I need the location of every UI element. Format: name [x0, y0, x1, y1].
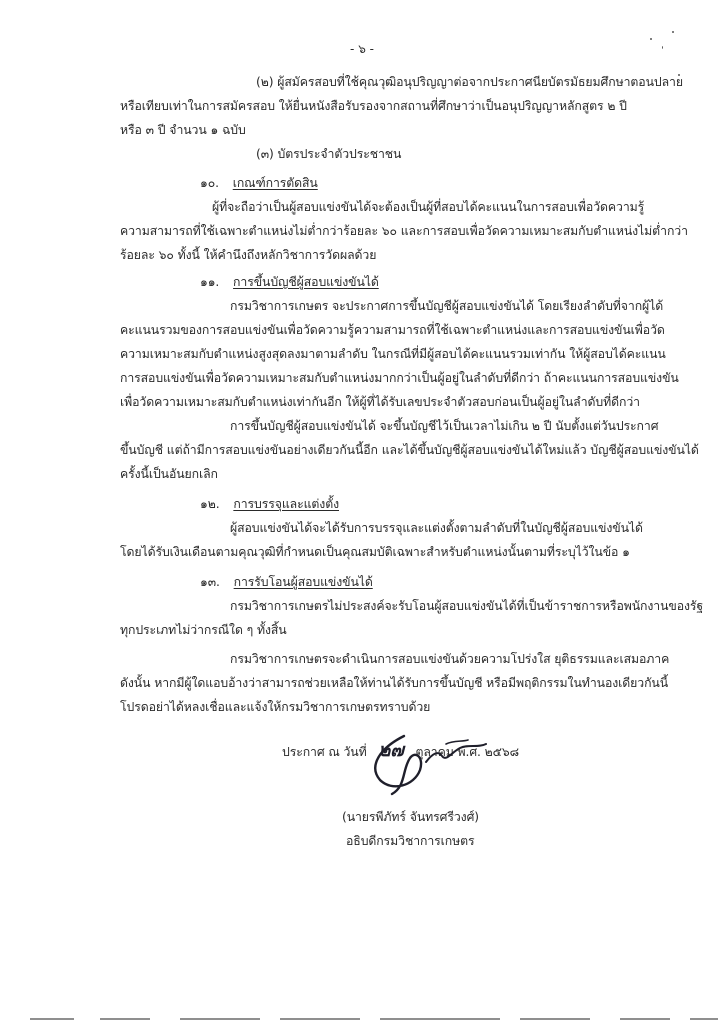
section-title: การบรรจุและแต่งตั้ง	[233, 497, 339, 511]
paragraph-line: ทุกประเภทไม่ว่ากรณีใด ๆ ทั้งสิ้น	[120, 623, 287, 637]
paragraph-line: ความเหมาะสมกับตำแหน่งสูงสุดลงมาตามลำดับ ในกรณีที่มีผู้สอบได้คะแนนรวมเท่ากัน ให้ผู้สอบได้คะแนน	[120, 347, 666, 361]
paragraph-line: การขึ้นบัญชีผู้สอบแข่งขันได้ จะขึ้นบัญชีไว้เป็นเวลาไม่เกิน ๒ ปี นับตั้งแต่วันประกาศ	[230, 419, 659, 433]
section-title: การรับโอนผู้สอบแข่งขันได้	[233, 575, 373, 589]
section-number: ๑๓.	[200, 575, 220, 589]
paragraph-line: กรมวิชาการเกษตรจะดำเนินการสอบแข่งขันด้วยความโปร่งใส ยุติธรรมและเสมอภาค	[230, 652, 670, 666]
paragraph-line: โดยได้รับเงินเดือนตามคุณวุฒิที่กำหนดเป็นคุณสมบัติเฉพาะสำหรับตำแหน่งนั้นตามที่ระบุไว้ในข้อ ๑	[120, 545, 630, 559]
paragraph-line: เพื่อวัดความเหมาะสมกับตำแหน่งเท่ากันอีก ให้ผู้ที่ได้รับเลขประจำตัวสอบก่อนเป็นผู้อยู่ในลำดับที่ดีกว่า	[120, 395, 640, 409]
section-title: การขึ้นบัญชีผู้สอบแข่งขันได้	[233, 275, 379, 289]
signatory-name: (นายรพีภัทร์ จันทรศรีวงศ์)	[342, 810, 479, 824]
signature-image	[362, 728, 510, 798]
section-heading	[200, 274, 379, 290]
paragraph-line: ครั้งนี้เป็นอันยกเลิก	[120, 467, 218, 481]
paragraph-line: ดังนั้น หากมีผู้ใดแอบอ้างว่าสามารถช่วยเหลือให้ท่านได้รับการขึ้นบัญชี หรือมีพฤติกรรมในทำนองเดียวกันนี้	[120, 676, 669, 690]
section-number: ๑๑.	[200, 275, 220, 289]
section-number: ๑๐.	[200, 176, 219, 190]
paragraph-line: คะแนนรวมของการสอบแข่งขันเพื่อวัดความรู้ความสามารถที่ใช้เฉพาะตำแหน่งและการสอบแข่งขันเพื่อวัด	[120, 323, 665, 337]
paragraph-line: ขึ้นบัญชี แต่ถ้ามีการสอบแข่งขันอย่างเดียวกันนี้อีก และได้ขึ้นบัญชีผู้สอบแข่งขันได้ใหม่แล้ว บัญชีผู้สอบแข่งขันได้	[120, 443, 699, 457]
paragraph-line: ความสามารถที่ใช้เฉพาะตำแหน่งไม่ต่ำกว่าร้อยละ ๖๐ และการสอบเพื่อวัดความเหมาะสมกับตำแหน่งไม่ต่ำกว่า	[120, 224, 688, 238]
scan-speck	[662, 46, 663, 49]
paragraph-line: (๒) ผู้สมัครสอบที่ใช้คุณวุฒิอนุปริญญาต่อจากประกาศนียบัตรมัธยมศึกษาตอนปลาย	[256, 75, 683, 89]
announcement-prefix: ประกาศ ณ วันที่	[282, 745, 367, 759]
paragraph-line: กรมวิชาการเกษตร จะประกาศการขึ้นบัญชีผู้สอบแข่งขันได้ โดยเรียงลำดับที่จากผู้ได้	[230, 299, 664, 313]
announcement-month-year: ตุลาคม พ.ศ. ๒๕๖๘	[415, 745, 519, 759]
paragraph-line: ผู้ที่จะถือว่าเป็นผู้สอบแข่งขันได้จะต้องเป็นผู้ที่สอบได้คะแนนในการสอบเพื่อวัดความรู้	[212, 200, 645, 214]
page-number: - ๖ -	[350, 42, 374, 56]
paragraph-line: (๓) บัตรประจำตัวประชาชน	[256, 147, 402, 161]
paragraph-line: หรือ ๓ ปี จำนวน ๑ ฉบับ	[120, 123, 246, 137]
scan-edge-artifact	[30, 1016, 720, 1022]
paragraph-line: กรมวิชาการเกษตรไม่ประสงค์จะรับโอนผู้สอบแข่งขันได้ที่เป็นข้าราชการหรือพนักงานของรัฐ	[230, 599, 704, 613]
paragraph-line: ผู้สอบแข่งขันได้จะได้รับการบรรจุและแต่งตั้งตามลำดับที่ในบัญชีผู้สอบแข่งขันได้	[230, 521, 643, 535]
section-heading	[200, 175, 318, 191]
paragraph-line: โปรดอย่าได้หลงเชื่อและแจ้งให้กรมวิชาการเกษตรทราบด้วย	[120, 700, 431, 714]
paragraph-line: ร้อยละ ๖๐ ทั้งนี้ ให้คำนึงถึงหลักวิชาการวัดผลด้วย	[120, 248, 377, 262]
scan-speck	[672, 31, 674, 33]
scan-speck	[650, 38, 652, 40]
paragraph-line: หรือเทียบเท่าในการสมัครสอบ ให้ยื่นหนังสือรับรองจากสถานที่ศึกษาว่าเป็นอนุปริญญาหลักสูตร ๒ ปี	[120, 99, 627, 113]
section-heading	[200, 574, 373, 590]
section-heading	[200, 496, 339, 512]
handwritten-day: ๒๗	[378, 740, 404, 761]
paragraph-line: การสอบแข่งขันเพื่อวัดความเหมาะสมกับตำแหน่งมากกว่าเป็นผู้อยู่ในลำดับที่ดีกว่า ถ้าคะแนนการสอบแข่งขัน	[120, 371, 679, 385]
section-number: ๑๒.	[200, 497, 220, 511]
signatory-position: อธิบดีกรมวิชาการเกษตร	[346, 834, 475, 848]
section-title: เกณฑ์การตัดสิน	[232, 176, 318, 190]
